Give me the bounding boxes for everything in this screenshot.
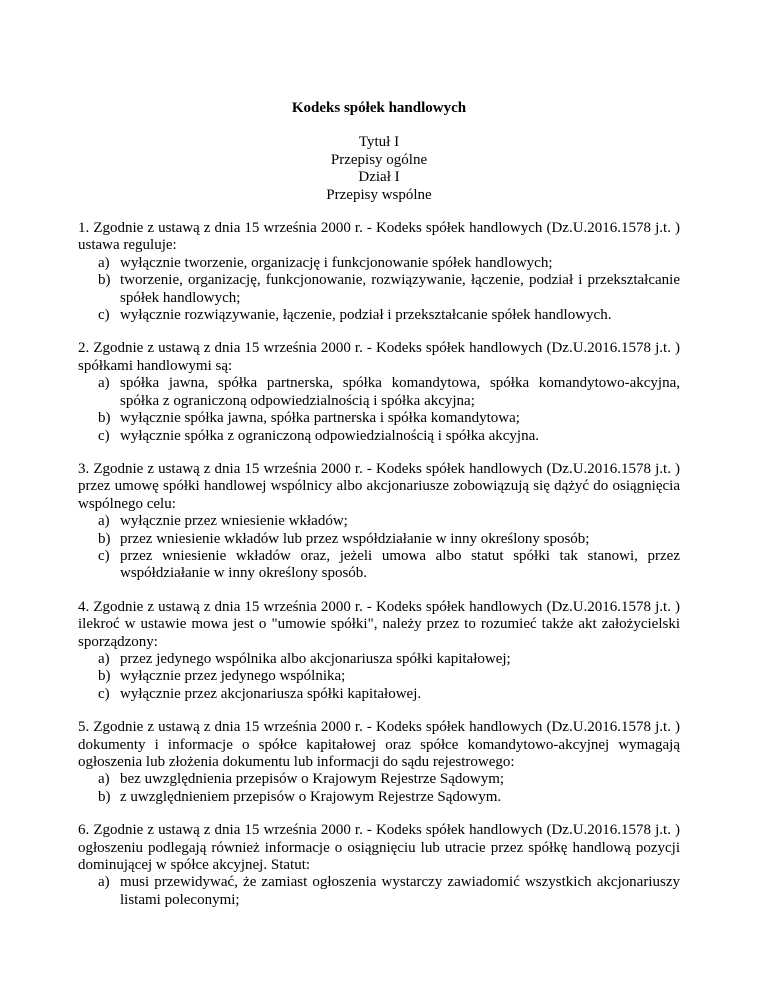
option-letter: b)	[98, 410, 111, 427]
question-5	[78, 719, 680, 806]
option-b	[78, 410, 680, 427]
option-letter: a)	[98, 650, 110, 667]
option-letter: c)	[98, 547, 110, 564]
option-letter: a)	[98, 513, 110, 530]
section-heading	[78, 134, 680, 204]
heading-title-name: Przepisy ogólne	[330, 151, 428, 168]
heading-title-line: Tytuł I	[358, 134, 400, 151]
option-text: wyłącznie rozwiązywanie, łączenie, podział i przekształcanie spółek handlowych.	[120, 307, 612, 324]
question-2	[78, 340, 680, 444]
question-1	[78, 220, 680, 324]
option-letter: a)	[98, 375, 110, 392]
option-b	[78, 272, 680, 307]
option-letter: a)	[98, 254, 110, 271]
option-b	[78, 668, 680, 685]
option-a	[78, 513, 680, 530]
option-b	[78, 789, 680, 806]
document-page	[78, 100, 680, 925]
heading-division-line: Dział I	[358, 169, 400, 186]
question-3	[78, 461, 680, 583]
option-letter: b)	[98, 272, 111, 289]
option-text: wyłącznie przez akcjonariusza spółki kapitałowej.	[120, 685, 422, 702]
option-letter: c)	[98, 427, 110, 444]
option-a	[78, 375, 680, 410]
question-text: 2. Zgodnie z ustawą z dnia 15 września 2000 r. - Kodeks spółek handlowych (Dz.U.2016.1578 j.t. ) spółkami handlowymi są:	[78, 340, 680, 374]
options-list	[78, 651, 680, 703]
option-b	[78, 531, 680, 548]
option-text: wyłącznie przez jedynego wspólnika;	[120, 668, 346, 685]
option-text: tworzenie, organizację, funkcjonowanie, rozwiązywanie, łączenie, podział i przekształcanie spółek handlowych;	[120, 272, 680, 306]
options-list	[78, 513, 680, 583]
option-text: wyłącznie tworzenie, organizację i funkcjonowanie spółek handlowych;	[120, 254, 553, 271]
option-text: wyłącznie spółka jawna, spółka partnerska i spółka komandytowa;	[120, 410, 520, 427]
option-text: przez wniesienie wkładów oraz, jeżeli umowa albo statut spółki tak stanowi, przez współdziałanie w inny określony sposób.	[120, 547, 680, 582]
options-list	[78, 771, 680, 806]
option-letter: a)	[98, 874, 110, 891]
option-c	[78, 686, 680, 703]
question-6	[78, 822, 680, 909]
question-text: 4. Zgodnie z ustawą z dnia 15 września 2000 r. - Kodeks spółek handlowych (Dz.U.2016.1578 j.t. ) ilekroć w ustawie mowa jest o "umowie spółki", należy przez to rozumieć także akt założycielski sporządzony:	[78, 598, 680, 650]
option-c	[78, 428, 680, 445]
options-list	[78, 874, 680, 909]
question-4	[78, 599, 680, 703]
option-a	[78, 771, 680, 788]
options-list	[78, 255, 680, 325]
option-a	[78, 874, 680, 909]
option-text: przez jedynego wspólnika albo akcjonariusza spółki kapitałowej;	[120, 650, 511, 667]
option-letter: b)	[98, 530, 111, 547]
options-list	[78, 375, 680, 445]
option-text: musi przewidywać, że zamiast ogłoszenia wystarczy zawiadomić wszystkich akcjonariuszy listami poleconymi;	[120, 874, 680, 908]
option-text: wyłącznie spółka z ograniczoną odpowiedzialnością i spółka akcyjna.	[120, 427, 540, 444]
question-text: 5. Zgodnie z ustawą z dnia 15 września 2000 r. - Kodeks spółek handlowych (Dz.U.2016.1578 j.t. ) dokumenty i informacje o spółce kapitałowej oraz spółce komandytowo-akcyjnej wymagają ogłoszenia lub złożenia dokumentu lub informacji do sądu rejestrowego:	[78, 719, 680, 770]
option-text: przez wniesienie wkładów lub przez współdziałanie w inny określony sposób;	[120, 530, 590, 547]
option-letter: a)	[98, 771, 110, 788]
question-text: 3. Zgodnie z ustawą z dnia 15 września 2000 r. - Kodeks spółek handlowych (Dz.U.2016.1578 j.t. ) przez umowę spółki handlowej wspólnicy albo akcjonariusze zobowiązują się dążyć do osiągnięcia wspólnego celu:	[78, 460, 680, 512]
option-text: bez uwzględnienia przepisów o Krajowym Rejestrze Sądowym;	[120, 771, 505, 788]
option-letter: c)	[98, 685, 110, 702]
question-text: 1. Zgodnie z ustawą z dnia 15 września 2000 r. - Kodeks spółek handlowych (Dz.U.2016.1578 j.t. ) ustawa reguluje:	[78, 220, 680, 254]
option-letter: b)	[98, 788, 111, 805]
option-c	[78, 307, 680, 324]
option-c	[78, 548, 680, 583]
option-text: z uwzględnieniem przepisów o Krajowym Rejestrze Sądowym.	[120, 788, 502, 805]
option-letter: b)	[98, 668, 111, 685]
option-text: spółka jawna, spółka partnerska, spółka komandytowa, spółka komandytowo-akcyjna, spółka z ograniczoną odpowiedzialnością i spółka akcyjna;	[120, 375, 680, 409]
heading-division-name: Przepisy wspólne	[326, 186, 432, 203]
question-text: 6. Zgodnie z ustawą z dnia 15 września 2000 r. - Kodeks spółek handlowych (Dz.U.2016.1578 j.t. ) ogłoszeniu podlegają również informacje o osiągnięciu lub utracie przez spółkę handlową pozycji dominującej w spółce akcyjnej. Statut:	[78, 822, 680, 874]
document-title: Kodeks spółek handlowych	[291, 100, 467, 116]
option-a	[78, 651, 680, 668]
option-text: wyłącznie przez wniesienie wkładów;	[120, 513, 348, 530]
option-letter: c)	[98, 307, 110, 324]
option-a	[78, 255, 680, 272]
